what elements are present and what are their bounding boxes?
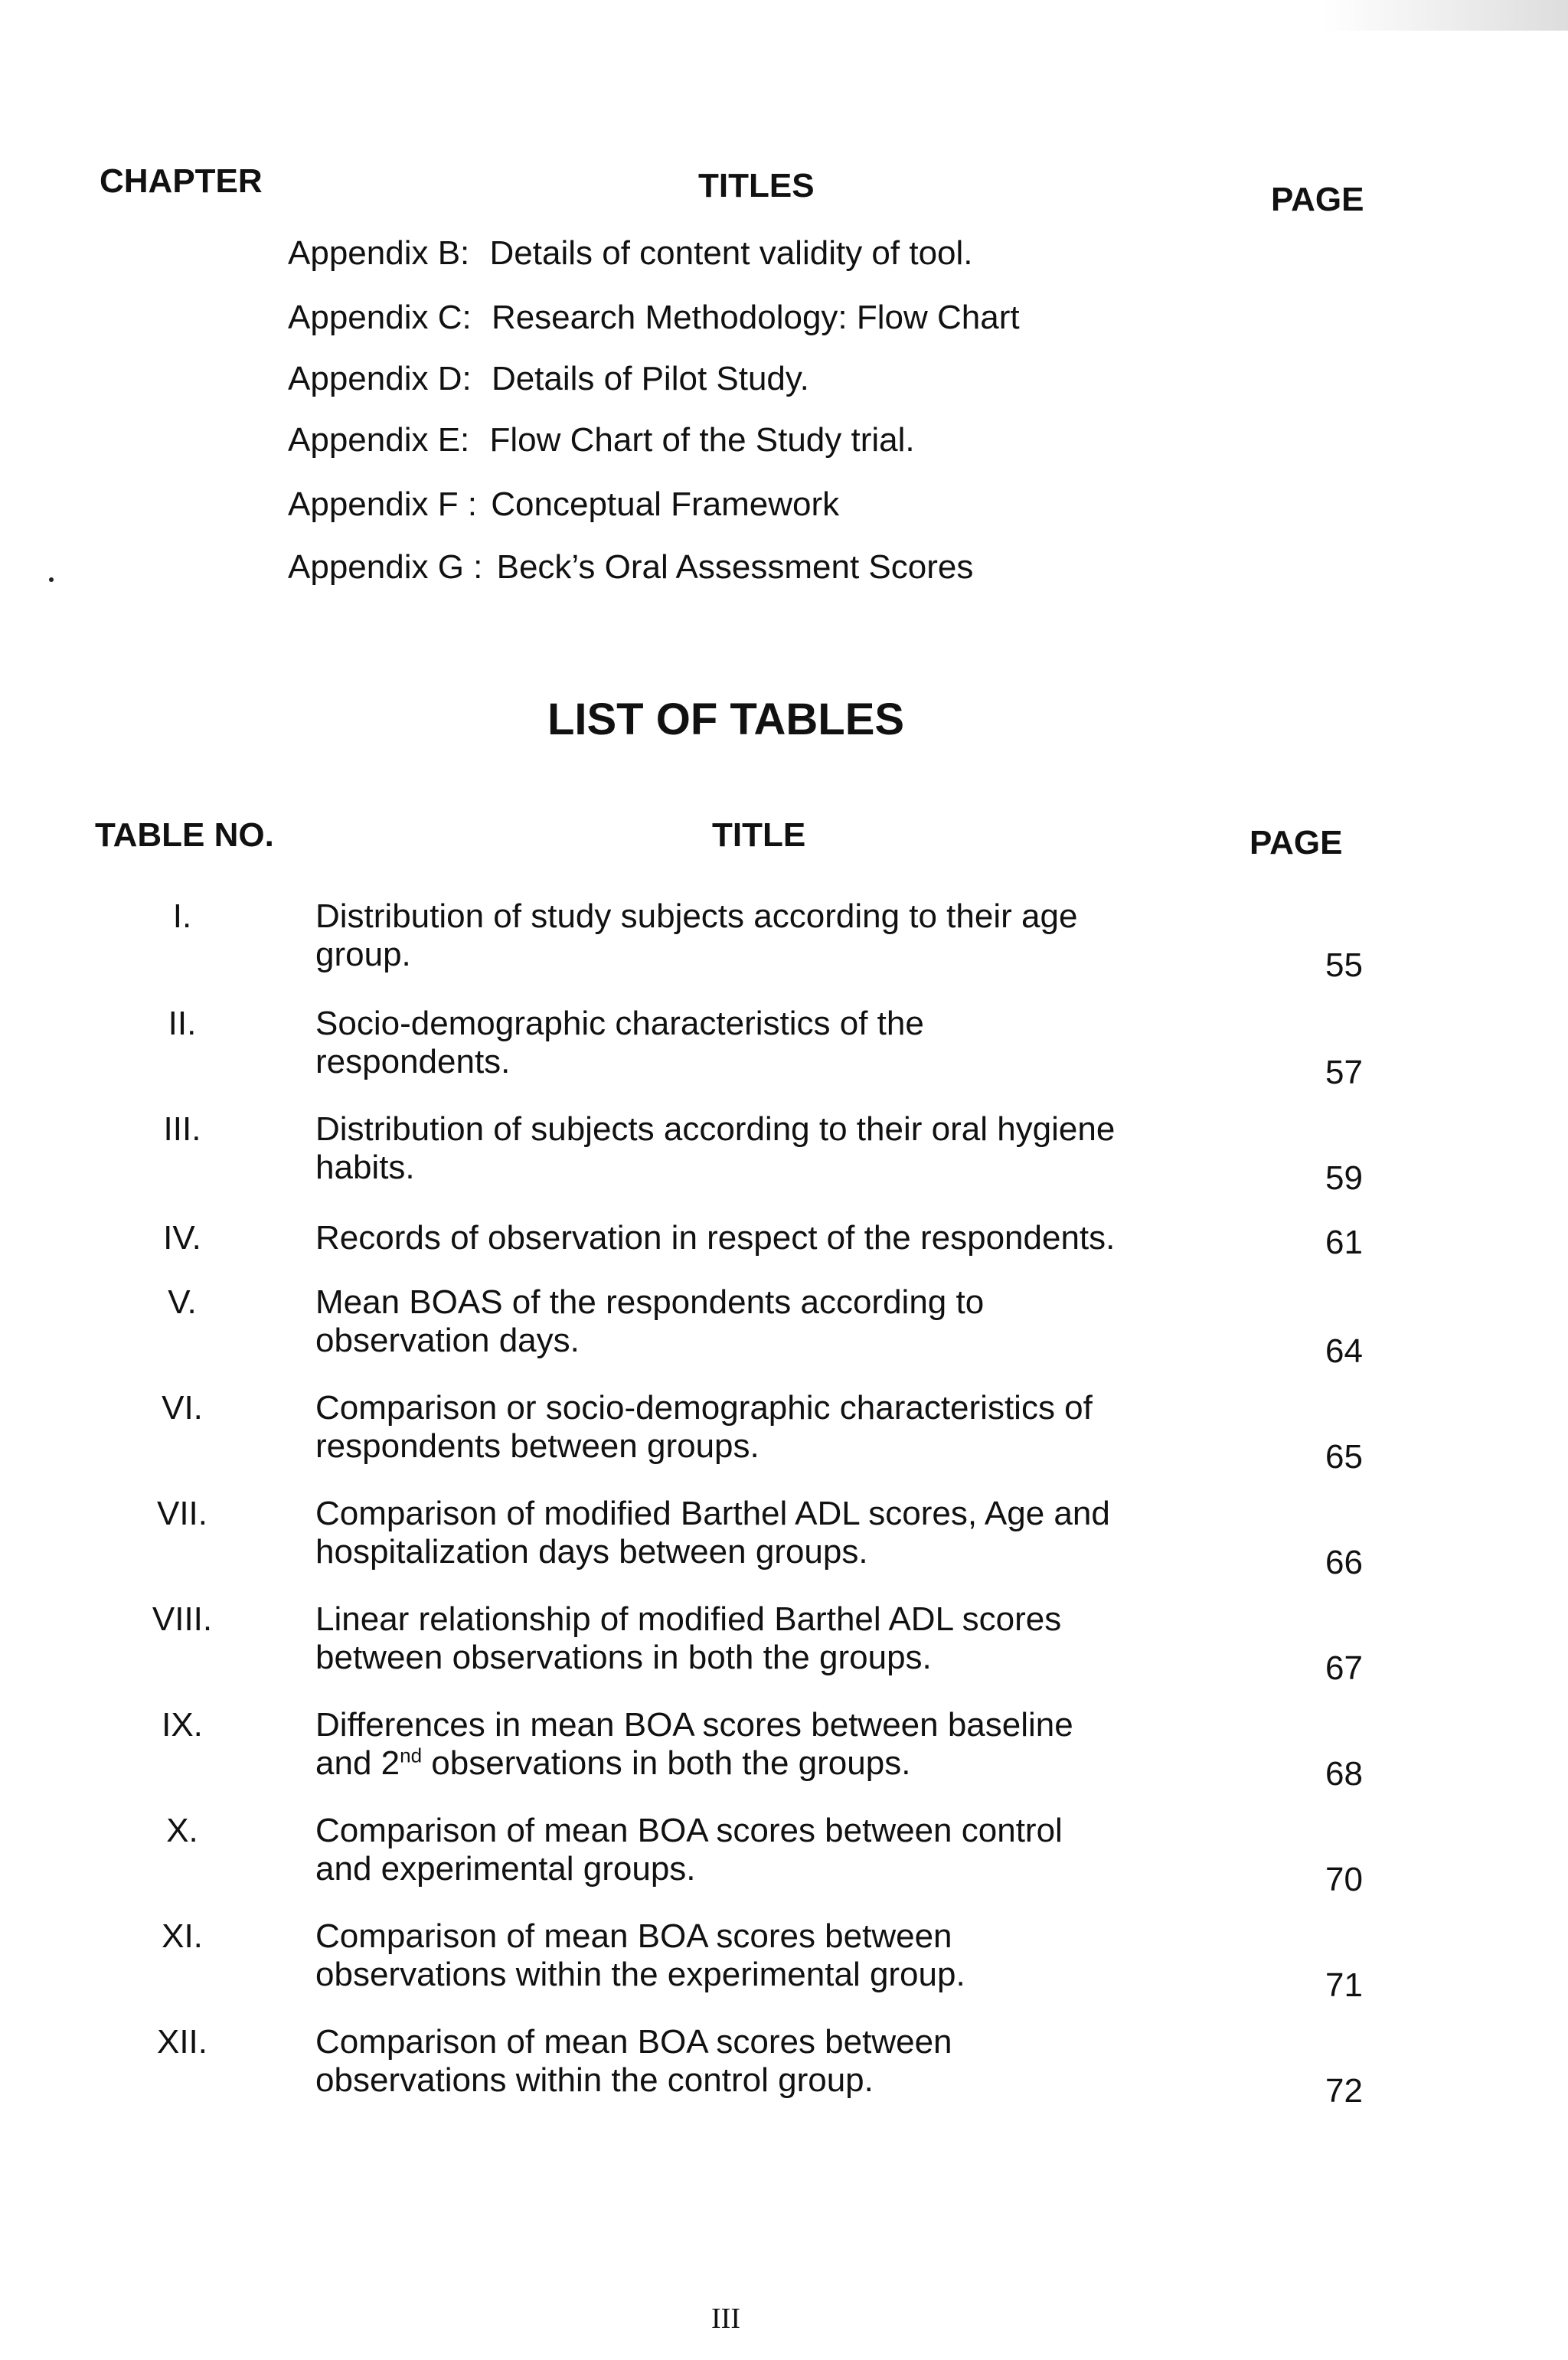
appendix-label: Appendix D: <box>288 360 472 397</box>
page-footer-number: III <box>711 2303 740 2335</box>
table-number: V. <box>168 1283 197 1321</box>
table-title: Linear relationship of modified Barthel ADL scores between observations in both the groups. <box>315 1600 1062 1676</box>
table-title: Comparison of mean BOA scores between observations within the experimental group. <box>315 1917 965 1993</box>
appendix-label: Appendix C: <box>288 299 472 336</box>
titles-column-header: TITLES <box>698 167 815 204</box>
page-number: 72 <box>1325 2072 1363 2110</box>
chapter-column-header: CHAPTER <box>100 162 263 200</box>
table-number: VIII. <box>152 1600 213 1638</box>
page-number: 71 <box>1325 1966 1363 2004</box>
appendix-entry <box>288 548 973 587</box>
appendix-label: Appendix G : <box>288 548 483 586</box>
scan-speck <box>49 577 54 582</box>
page-number: 61 <box>1325 1224 1363 1261</box>
page-number: 64 <box>1325 1332 1363 1370</box>
page-number: 65 <box>1325 1438 1363 1476</box>
table-title: Comparison of modified Barthel ADL scores, Age and hospitalization days between groups. <box>315 1495 1110 1571</box>
table-number: II. <box>168 1005 197 1042</box>
table-number: III. <box>163 1110 201 1148</box>
appendix-title: Beck’s Oral Assessment Scores <box>496 548 974 586</box>
table-title: Comparison of mean BOA scores between control and experimental groups. <box>315 1812 1063 1888</box>
title-column-header: TITLE <box>712 816 806 854</box>
page-number: 59 <box>1325 1159 1363 1197</box>
scan-artifact <box>1323 0 1568 31</box>
page-number: 67 <box>1325 1649 1363 1687</box>
page-number: 70 <box>1325 1861 1363 1898</box>
table-no-column-header: TABLE NO. <box>95 816 274 854</box>
appendix-title: Conceptual Framework <box>491 485 840 523</box>
appendix-entry <box>288 299 1020 337</box>
table-number: IV. <box>163 1219 201 1257</box>
page-number: 55 <box>1325 946 1363 984</box>
page-column-header: PAGE <box>1250 824 1343 861</box>
list-of-tables-heading: LIST OF TABLES <box>547 695 905 744</box>
table-number: VI. <box>162 1389 203 1427</box>
appendix-title: Research Methodology: Flow Chart <box>491 299 1020 336</box>
appendix-label: Appendix E: <box>288 421 470 459</box>
table-title: Comparison of mean BOA scores between observations within the control group. <box>315 2023 952 2099</box>
appendix-entry <box>288 421 915 459</box>
table-title: Records of observation in respect of the respondents. <box>315 1219 1116 1257</box>
table-title: Distribution of study subjects according to their age group. <box>315 897 1078 973</box>
appendix-entry <box>288 485 839 524</box>
table-number: VII. <box>156 1495 208 1532</box>
page-number: 57 <box>1325 1054 1363 1091</box>
appendix-entry <box>288 234 973 273</box>
table-number: IX. <box>162 1706 203 1744</box>
table-number: XI. <box>162 1917 203 1955</box>
appendix-title: Details of content validity of tool. <box>489 234 973 272</box>
appendix-label: Appendix F : <box>288 485 478 523</box>
table-title: Comparison or socio-demographic characteristics of respondents between groups. <box>315 1389 1093 1465</box>
appendix-title: Details of Pilot Study. <box>491 360 809 397</box>
table-title: Socio-demographic characteristics of the respondents. <box>315 1005 924 1080</box>
page-number: 68 <box>1325 1755 1363 1793</box>
appendix-title: Flow Chart of the Study trial. <box>489 421 915 459</box>
table-number: XII. <box>156 2023 208 2061</box>
page-column-header: PAGE <box>1271 181 1364 218</box>
table-title: Distribution of subjects according to their oral hygiene habits. <box>315 1110 1116 1186</box>
table-title: Mean BOAS of the respondents according to observation days. <box>315 1283 985 1359</box>
table-number: X. <box>166 1812 198 1849</box>
table-title: Differences in mean BOA scores between baseline and 2nd observations in both the groups. <box>315 1706 1073 1782</box>
page-number: 66 <box>1325 1544 1363 1581</box>
table-number: I. <box>172 897 192 935</box>
appendix-label: Appendix B: <box>288 234 470 272</box>
appendix-entry <box>288 360 809 398</box>
